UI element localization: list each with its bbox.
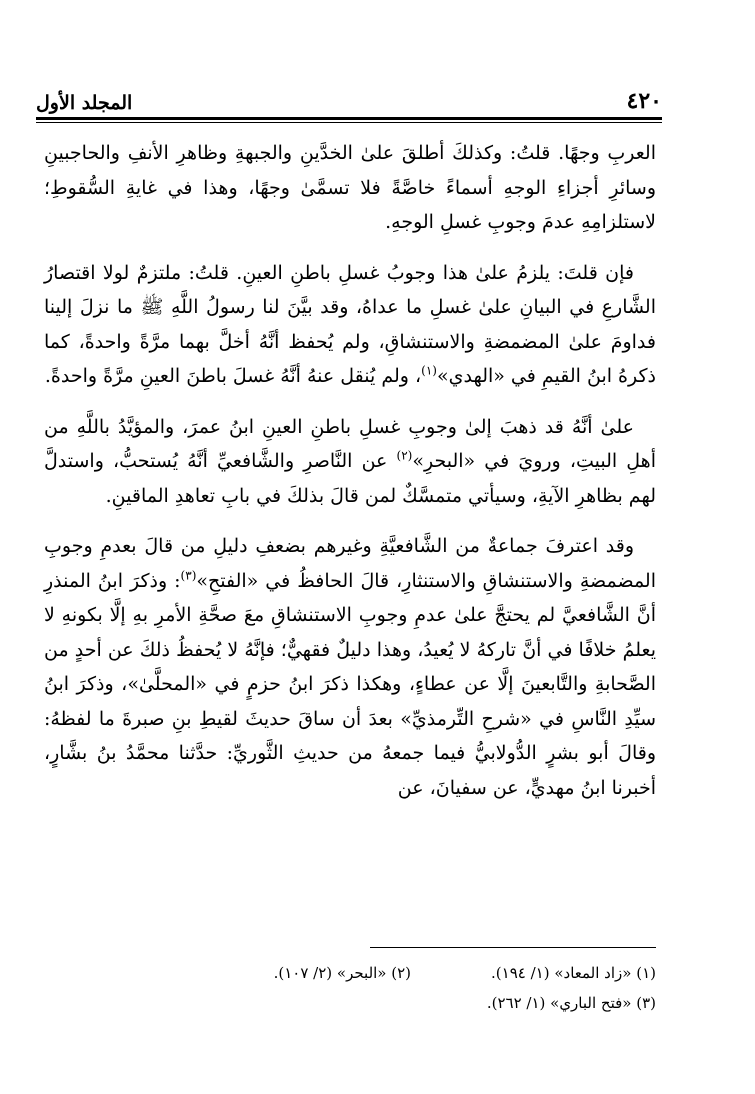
footnote-marker: (٣) [180,568,197,583]
footnote-row [44,988,656,1018]
paragraph-4 [44,529,656,805]
paragraph-text: ، ولم يُنقل عنهُ أنَّهُ غسلَ باطنَ العينِ مرَّةً واحدةً. [44,365,422,387]
paragraph-text: فإن قلتَ: يلزمُ علىٰ هذا وجوبُ غسلِ باطنِ العينِ. قلتُ: ملتزمٌ لولا اقتصارُ الشَّارعِ في البيانِ علىٰ غسلِ ما عداهُ، وقد بيَّنَ لنا رسولُ اللَّهِ ﷺ ما نزلَ إلينا فداومَ علىٰ المضمضةِ والاستنشاقِ، ولم يُحفظ أنَّهُ أخلَّ بهما مرَّةً واحدةً، كما ذكرهُ ابنُ القيمِ في «الهدي» [44,261,657,387]
main-text [44,136,656,821]
page-header [36,78,662,114]
footnote-3: (٣) «فتح الباري» (١/ ٢٦٢). [486,994,656,1012]
paragraph-1 [44,136,656,240]
paragraph-2 [44,256,656,394]
paragraph-text: وقد اعترفَ جماعةٌ من الشَّافعيَّةِ وغيرهم بضعفِ دليلِ من قالَ بعدمِ وجوبِ المضمضةِ والاستنشاقِ والاستنثارِ، قالَ الحافظُ في «الفتحِ» [44,535,656,592]
footnote-row [44,958,656,988]
footnote-1: (١) «زاد المعاد» (١/ ١٩٤). [491,964,656,982]
footnote-marker: (٢) [396,448,413,463]
paragraph-text: علىٰ أنَّهُ قد ذهبَ إلىٰ وجوبِ غسلِ باطنِ العينِ ابنُ عمرَ، والمؤيَّدُ باللَّهِ من أهلِ البيتِ، ورويَ في «البحرِ» [44,415,656,472]
header-rule-thin [36,122,662,123]
footnotes [44,958,656,1018]
footnote-2: (٢) «البحر» (٢/ ١٠٧). [273,964,412,982]
header-rule-thick [36,117,662,120]
page-number: ٤٢٠ [626,88,662,114]
paragraph-text: العربِ وجهًا. قلتُ: وكذلكَ أطلقَ علىٰ الخدَّينِ والجبهةِ وظاهرِ الأنفِ والحاجبينِ وسائرِ أجزاءِ الوجهِ أسماءً خاصَّةً فلا تسمَّىٰ وجهًا، وهذا في غايةِ السُّقوطِ؛ لاستلزامِهِ عدمَ وجوبِ غسلِ الوجهِ. [44,142,656,233]
footnote-marker: (١) [421,363,437,378]
paragraph-text: : وذكرَ ابنُ المنذرِ أنَّ الشَّافعيَّ لم يحتجَّ علىٰ عدمِ وجوبِ الاستنشاقِ معَ صحَّةِ الأمرِ بهِ إلَّا بكونهِ لا يعلمُ خلافًا في أنَّ تاركهُ لا يُعيدُ، وهذا دليلٌ فقهيٌّ؛ فإنَّهُ لا يُحفظُ ذلكَ عن أحدٍ من الصَّحابةِ والتَّابعينَ إلَّا عن عطاءٍ، وهكذا ذكرَ ابنُ حزمٍ في «المحلَّىٰ»، وذكرَ ابنُ سيِّدِ النَّاسِ في «شرحِ التِّرمذيِّ» بعدَ أن ساقَ حديثَ لقيطِ بنِ صبرةَ ما لفظهُ: وقالَ أبو بشرٍ الدُّولابيُّ فيما جمعهُ من حديثِ الثَّوريِّ: حدَّثنا محمَّدُ بنُ بشَّارٍ، أخبرنا ابنُ مهديٍّ، عن سفيانَ، عن [44,569,656,799]
volume-title: المجلد الأول [36,92,133,114]
paragraph-text: عن النَّاصرِ والشَّافعيِّ أنَّهُ يُستحبُّ، واستدلَّ لهم بظاهرِ الآيةِ، وسيأتي متمسَّكٌ لمن قالَ بذلكَ في بابِ تعاهدِ الماقينِ. [44,450,656,507]
footnote-separator [370,947,656,948]
paragraph-3 [44,410,656,514]
